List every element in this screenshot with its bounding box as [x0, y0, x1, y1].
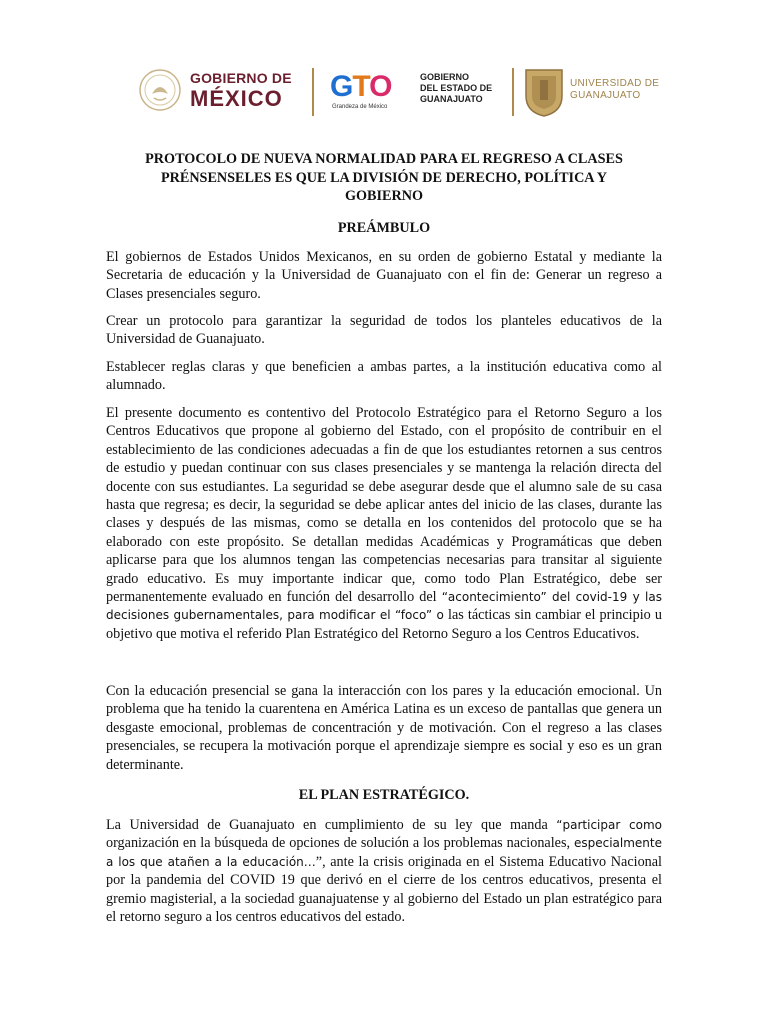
paragraph-4	[106, 404, 662, 643]
gto-text-line1: GOBIERNO	[420, 72, 470, 82]
gto-tagline: Grandeza de México	[332, 104, 388, 110]
title-line: GOBIERNO	[344, 188, 424, 204]
paragraph-4-text: El presente documento es contentivo del Protocolo Estratégico para el Retorno Seguro a los Centros Educativos que propone al gobierno del Estado, con el propósito de contribuir en el establecimiento de las condiciones adecuadas a fin de que los estudiantes retornen a sus centros de estudio y puedan continuar con sus clases presenciales y se mantenga la relación directa del docente con sus estudiantes. La seguridad se debe asegurar desde que el alumno sale de su casa hasta que regresa; es decir, la seguridad se debe aplicar antes del inicio de las clases, durante las clases y después de las mismas, como se detalla en los contenidos del protocolo que se ha elaborado con este propósito. Se detallan medidas Académicas y Programáticas que deben aplicarse para que los alumnos tengan las competencias necesarias para transitar al siguiente grado educativo. Es muy importante indicar que, como todo Plan Estratégico, debe ser permanentemente evaluado en función del desarrollo del	[106, 405, 662, 606]
paragraph-4-text-end: las tácticas sin cambiar el principio u objetivo que motiva el referido Plan Estratégico del Retorno Seguro a los Centros Educativos.	[106, 607, 662, 642]
header-logos	[136, 64, 660, 120]
mexico-logo-line2: MÉXICO	[190, 86, 283, 111]
title-line: PRÉNSENSELES ES QUE LA DIVISIÓN DE DERECHO, POLÍTICA Y	[160, 169, 608, 186]
universidad-guanajuato-logo	[520, 64, 660, 120]
logo-divider	[512, 68, 514, 116]
gto-text-line2: DEL ESTADO DE	[420, 83, 493, 93]
gobierno-mexico-logo	[136, 64, 296, 120]
paragraph-6-text-end: ”, ante la crisis originada en el Sistema Educativo Nacional por la pandemia del COVID 19 que derivó en el cierre de los centros educativos, presenta el gremio magisterial, a la sociedad guanajuatense y al gobierno del Estado un plan estratégico para el retorno seguro a los centros educativos del estado.	[106, 853, 662, 926]
paragraph-6-quote: especialmente a los que atañen a la educación…	[106, 836, 662, 869]
university-seal-icon	[522, 66, 566, 118]
paragraph-6-text: La Universidad de Guanajuato en cumplimiento de su ley que manda	[106, 817, 557, 833]
paragraph-3: Establecer reglas claras y que beneficien a ambas partes, a la institución educativa como al alumnado.	[106, 359, 662, 394]
university-name-line1: UNIVERSIDAD DE	[570, 78, 660, 89]
paragraph-6-text-mid: organización en la búsqueda de opciones de solución a los problemas nacionales,	[106, 835, 574, 852]
plan-heading: EL PLAN ESTRATÉGICO.	[298, 787, 470, 803]
university-name	[570, 78, 659, 102]
gto-logo	[330, 64, 510, 120]
mexico-logo-line1: GOBIERNO DE	[190, 70, 292, 86]
gto-mark: GTO	[330, 70, 392, 103]
preamble-heading: PREÁMBULO	[337, 220, 431, 236]
university-name-line2: GUANAJUATO	[570, 90, 641, 101]
paragraph-5: Con la educación presencial se gana la interacción con los pares y la educación emocional. Un problema que ha tenido la cuarentena en América Latina es un exceso de pantallas que genera un desgaste emocional, problemas de concentración y de motivación. Con el regreso a las clases presenciales, se recupera la motivación porque el aprendizaje siempre es social y eso es un gran determinante.	[106, 683, 662, 773]
gto-text-line3: GUANAJUATO	[420, 94, 483, 104]
title-line: PROTOCOLO DE NUEVA NORMALIDAD PARA EL REGRESO A CLASES	[145, 151, 623, 167]
paragraph-4-quote: “acontecimiento” del covid-19 y las decisiones gubernamentales, para modificar el “foco” o	[106, 590, 662, 623]
document-title	[106, 150, 662, 206]
logo-divider	[312, 68, 314, 116]
paragraph-6-quote: “participar como	[556, 818, 663, 832]
gto-government-text	[420, 72, 492, 105]
paragraph-1: El gobiernos de Estados Unidos Mexicanos, en su orden de gobierno Estatal y mediante la Secretaria de educación y la Universidad de Guanajuato con el fin de: Generar un regreso a Clases presenciales seguro.	[106, 249, 662, 302]
mexico-emblem-icon	[138, 68, 182, 112]
paragraph-6	[106, 816, 662, 926]
paragraph-2: Crear un protocolo para garantizar la seguridad de todos los planteles educativos de la Universidad de Guanajuato.	[106, 313, 662, 348]
